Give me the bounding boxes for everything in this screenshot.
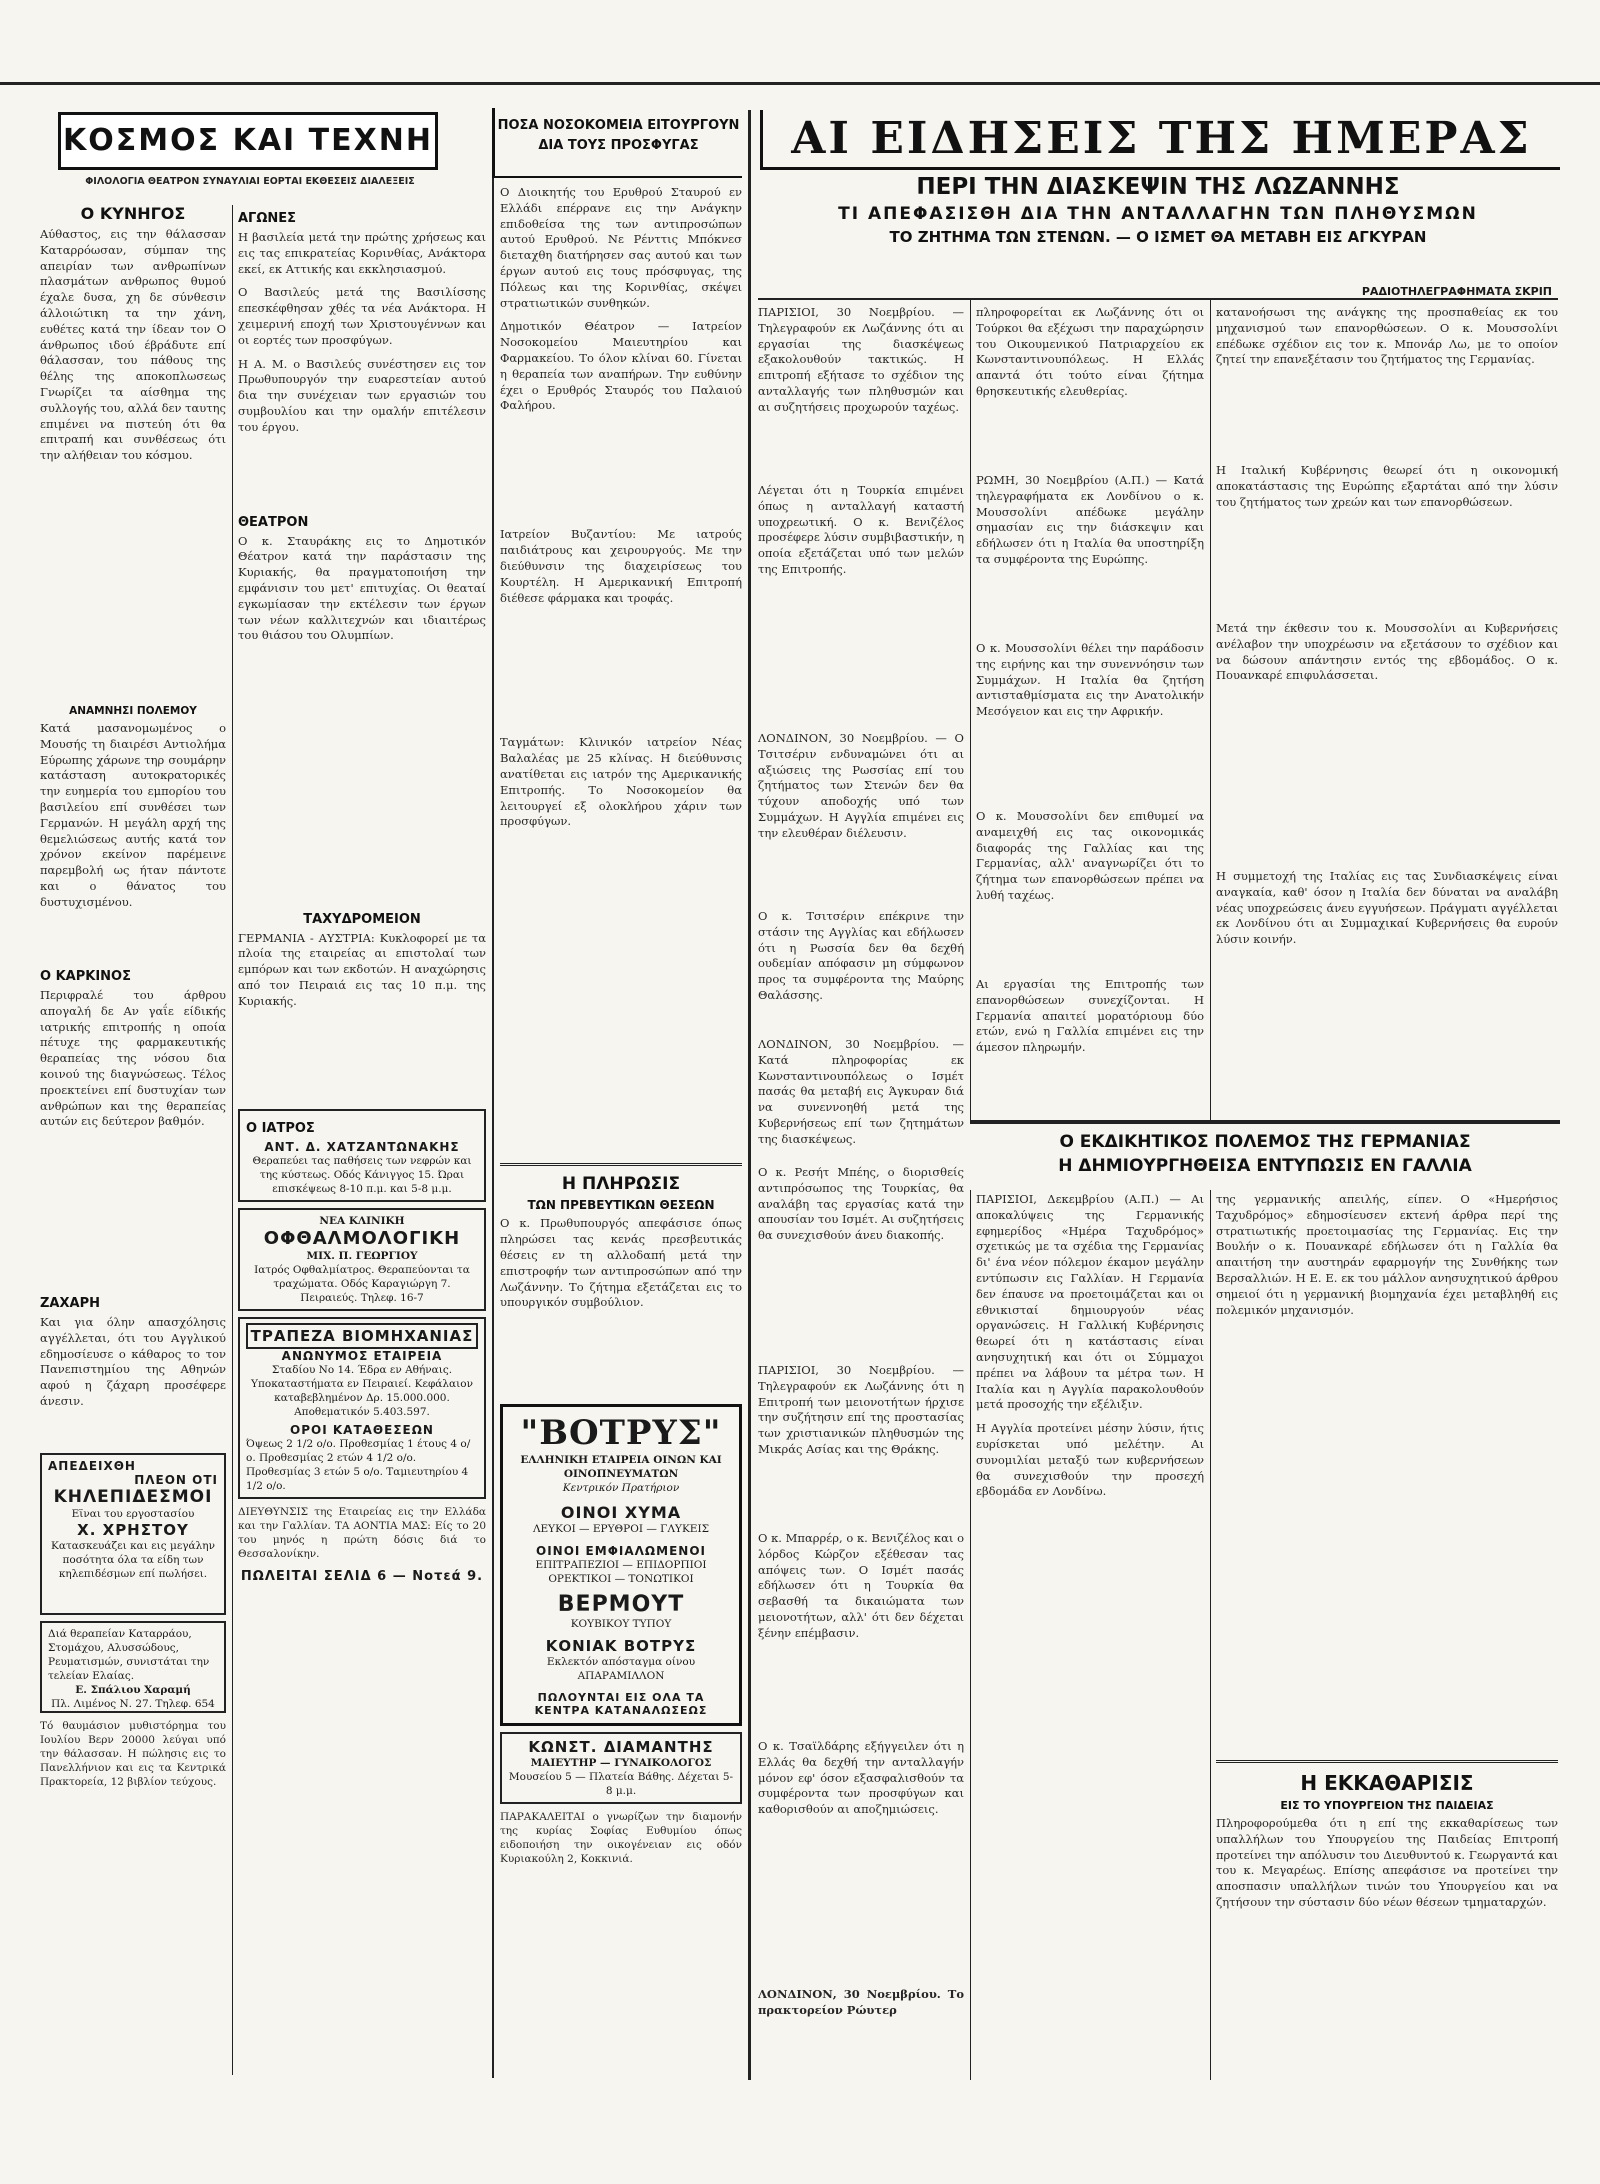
war-heading-2: Η ΔΗΜΙΟΥΡΓΗΘΕΙΣΑ ΕΝΤΥΠΩΣΙΣ ΕΝ ΓΑΛΛΙΑ — [1058, 1156, 1472, 1176]
c2-p1: πληροφορείται εκ Λωζάννης ότι οι Τούρκοι θα εξέχωσι την παραχώρησιν του Οικουμενικού Πατριαρχείου εκ Κωνσταντινουπόλεως. Η Ελλάς απαντά ότι τούτο είναι ζήτημα θρησκευτικής ελευθερίας. — [976, 305, 1204, 398]
trapeza-text: Σταδίου Νο 14. Έδρα εν Αθήναις. Υποκαταστήματα εν Πειραιεί. Κεφάλαιον καταβεβλημένον Δρ. 15.000.000. Αποθεματικόν 5.403.597. — [251, 1363, 473, 1418]
top-rule — [0, 82, 1600, 85]
war-c2: της γερμανικής απειλής, είπεν. Ο «Ημερήσιος Ταχυδρόμος» εδημοσίευσεν εκτενή άρθρα περί της στρατιωτικής προετοιμασίας της Γερμανίας. Εις την Βουλήν ο κ. Πουανκαρέ εδήλωσεν ότι η Γαλλία θα απαιτήση την αυστηράν εφαρμογήν της Συνθήκης των Βερσαλλιών. Η Ε. Ε. εκ του μάλλον ανησυχητικού άρθρου σημειοί ότι η γερμανική βιομηχανία έχει μεταβληθή εις πολεμικόν μηχανισμόν. — [1216, 1192, 1558, 1317]
c3-p1: κατανοήσωσι της ανάγκης της προσπαθείας εκ του μηχανισμού των επανορθώσεων. Ο κ. Μουσσολίνι επέδωκε σχέδιον εις τον κ. Μπονάρ Λω, με το οποίον ζητεί την επανεξέτασιν του ζητήματος της Γερμανίας. — [1216, 305, 1558, 367]
c1-londino3: ΛΟΝΔΙΝΟΝ, 30 Νοεμβρίου. Το πρακτορείον Ρώυτερ — [758, 1987, 964, 2017]
c2-p2: Ο κ. Μουσσολίνι θέλει την παράδοσιν της ειρήνης και την συνεννόησιν των Συμμάχων. Η Ιταλία θα ζητήση αντισταθμίσματα εις την Ανατολικήν Μεσόγειον και εις την Αφρικήν. — [976, 641, 1204, 719]
botrys-koniak: ΚΟΝΙΑΚ ΒΟΤΡΥΣ — [545, 1637, 697, 1656]
war-c1: ΠΑΡΙΣΙΟΙ, Δεκεμβρίου (Α.Π.) — Αι αποκαλύψεις της Γερμανικής εφημερίδος «Ημέρα Ταχυδρόμος» σχετικώς με τα σχέδια της Γερμανίας δι' ένα νέον πόλεμον έκαμον μεγάλην εντύπωσιν εις Γαλλίαν. Η Γερμανία δεν έπαυσε να προετοιμάζεται και οι εθνικισταί δημιουργούν νέας οργανώσεις. Η Γαλλική Κυβέρνησις θεωρεί ότι η κατάστασις είναι ανησυχητική και ότι οι Σύμμαχοι πρέπει να λάβουν τα μέτρα των. Η Ιταλία και η Αγγλία παρακολουθούν μετά προσοχής την εξέλιξιν. — [976, 1192, 1204, 1412]
zaxarh-heading: ΖΑΧΑΡΗ — [40, 1296, 100, 1311]
plhrwsis-text: Ο κ. Πρωθυπουργός απεφάσισε όπως πληρώσει τας κενάς πρεσβευτικάς θέσεις εν τη αλλοδαπή μετά την επιστροφήν των αντιπροσώπων από την Λωζάννην. Το ζήτημα εξετάζεται εις το υπουργικόν συμβούλιον. — [500, 1216, 742, 1310]
c2-p5: Η Αγγλία προτείνει μέσην λύσιν, ήτις ευρίσκεται υπό μελέτην. Αι συνομιλίαι μεταξύ των κυβερνήσεων θα συνεχισθούν την προσεχή εβδομάδα εν Λονδίνω. — [976, 1421, 1204, 1499]
iatros-heading: Ο ΙΑΤΡΟΣ — [246, 1120, 315, 1136]
ad1-line1: ΑΠΕΔΕΙΧΘΗ — [48, 1459, 136, 1473]
posa-masthead — [492, 108, 742, 178]
col-rule-2 — [492, 178, 494, 2078]
iatros-name: ΑΝΤ. Δ. ΧΑΤΖΑΝΤΩΝΑΚΗΣ — [264, 1139, 460, 1154]
taxydromeio-heading: ΤΑΧΥΔΡΟΜΕΙΟΝ — [303, 911, 421, 927]
pwleitai-text: ΔΙΕΥΘΥΝΣΙΣ της Εταιρείας εις την Ελλάδα και την Γαλλίαν. ΤΑ ΑΟΝΤΙΑ ΜΑΣ: Είς το 20 του μηνός η πρώτη δόσις διά το Θεσσαλονίκην. — [238, 1505, 486, 1560]
col-rule-4 — [970, 300, 971, 1120]
konst-sub: ΜΑΙΕΥΤΗΡ — ΓΥΝΑΙΚΟΛΟΓΟΣ — [530, 1757, 712, 1770]
pwleitai-bottom: ΠΩΛΕΙΤΑΙ ΣΕΛΙΔ 6 — Νοτεά 9. — [240, 1568, 484, 1584]
lausanne-sub2: ΤΟ ΖΗΤΗΜΑ ΤΩΝ ΣΤΕΝΩΝ. — Ο ΙΣΜΕΤ ΘΑ ΜΕΤΑΒΗ ΕΙΣ ΑΓΚΥΡΑΝ — [889, 228, 1427, 246]
col-rule-6 — [970, 1190, 971, 2080]
ofth-text: Ιατρός Οφθαλμίατρος. Θεραπεύονται τα τραχώματα. Οδός Καραγιώργη 7. Πειραιεύς. Τηλεφ. 16-7 — [254, 1263, 470, 1304]
botrys-sub2: Κεντρικόν Πρατήριον — [562, 1482, 680, 1495]
ekk-heading: Η ΕΚΚΑΘΑΡΙΣΙΣ — [1300, 1771, 1474, 1795]
ofthalmologiki-ad — [238, 1208, 486, 1311]
c2-p3: Ο κ. Μουσσολίνι δεν επιθυμεί να αναμειχθή εις τας οικονομικάς διαφοράς της Γαλλίας και της Γερμανίας, αλλ' αναγνωρίζει ότι το ζήτημα των επανορθώσεων πρέπει να λυθή ταχέως. — [976, 809, 1204, 902]
ad1-line5: Χ. ΧΡΗΣΤΟΥ — [77, 1521, 189, 1539]
botrys-koniak-sub: Εκλεκτόν απόσταγμα οίνου ΑΠΑΡΑΜΙΛΛΟΝ — [546, 1656, 696, 1683]
ad1-small: Κατασκευάζει και εις μεγάλην ποσότητα όλα τα είδη των κηλεπιδέσμων επί πωλήσει. — [51, 1540, 215, 1580]
ekk-sub: ΕΙΣ ΤΟ ΥΠΟΥΡΓΕΙΟΝ ΤΗΣ ΠΑΙΔΕΙΑΣ — [1280, 1799, 1494, 1812]
ofth-pre: ΝΕΑ ΚΛΙΝΙΚΗ — [319, 1214, 405, 1227]
agwn-text: Η βασιλεία μετά την πρώτης χρήσεως και εις τας επικρατείας Κορινθίας, Ανάκτορα εκεί, εκ Αττικής και εκκλησιασμού. — [238, 230, 486, 276]
konst-title: ΚΩΝΣΤ. ΔΙΑΜΑΝΤΗΣ — [528, 1738, 714, 1757]
eidhseis-title: ΑΙ ΕΙΔΗΣΕΙΣ ΤΗΣ ΗΜΕΡΑΣ — [791, 113, 1532, 164]
column-2 — [238, 205, 486, 2085]
botrys-oinoi-sub: ΛΕΥΚΟΙ — ΕΡΥΘΡΟΙ — ΓΛΥΚΕΙΣ — [532, 1523, 710, 1536]
plhrwsis-rule — [500, 1163, 742, 1166]
lausanne-heading: ΠΕΡΙ ΤΗΝ ΔΙΑΣΚΕΨΙΝ ΤΗΣ ΛΩΖΑΝΝΗΣ — [916, 174, 1400, 200]
c1-p5: Ο κ. Μπαρρέρ, ο κ. Βενιζέλος και ο λόρδος Κώρζον εξέθεσαν τας απόψεις των. Ο Ισμέτ πασάς εδήλωσεν ότι η Τουρκία θα σεβασθή τα δικαιώματα των μειονοτήτων, αλλ' ότι δεν δέχεται ξένην επέμβασιν. — [758, 1531, 964, 1640]
ad1-line2: ΠΛΕΟΝ ΟΤΙ — [134, 1473, 218, 1487]
c3-p3: Μετά την έκθεσιν του κ. Μουσσολίνι αι Κυβερνήσεις ανέλαβον την υποχρέωσιν να εξετάσουν το σχέδιον και να δώσουν απάντησιν εντός της εβδομάδος. Ο κ. Πουανκαρέ επιφυλάσσεται. — [1216, 621, 1558, 683]
c1-p2: Λέγεται ότι η Τουρκία επιμένει όπως η ανταλλαγή καταστή υποχρεωτική. Ο κ. Βενιζέλος προσέφερε λύσιν συμβιβαστικήν, η οποία εξετάζεται υπό των μελών της Επιτροπής. — [758, 483, 964, 576]
konst-text: Μουσείου 5 — Πλατεία Βάθης. Δέχεται 5-8 μ.μ. — [508, 1771, 734, 1798]
kynhgos-heading: Ο ΚΥΝΗΓΟΣ — [80, 204, 186, 223]
posa-title: ΠΟΣΑ ΝΟΣΟΚΟΜΕΙΑ ΕΙΤΟΥΡΓΟΥΝ ΔΙΑ ΤΟΥΣ ΠΡΟΣΦΥΓΑΣ — [497, 118, 740, 153]
col-rule-1 — [232, 205, 233, 2075]
agwn-heading: ΑΓΩΝΕΣ — [238, 211, 297, 226]
plhrwsis-heading-2: ΤΩΝ ΠΡΕΒΕΥΤΙΚΩΝ ΘΕΣΕΩΝ — [527, 1198, 715, 1213]
botrys-emf-sub: ΕΠΙΤΡΑΠΕΖΙΟΙ — ΕΠΙΔΟΡΠΙΟΙ ΟΡΕΚΤΙΚΟΙ — ΤΟΝΩΤΙΚΟΙ — [535, 1559, 707, 1586]
kosmos-subtitle: ΦΙΛΟΛΟΓΙΑ ΘΕΑΤΡΟΝ ΣΥΝΑΥΛΙΑΙ ΕΟΡΤΑΙ ΕΚΘΕΣΕΙΣ ΔΙΑΛΕΞΕΙΣ — [85, 176, 415, 187]
ad1-line4: Εϊναι του εργοστασίου — [71, 1508, 195, 1520]
botrys-vermout: ΒΕΡΜΟΥΤ — [557, 1592, 685, 1618]
oroi-text: Όψεως 2 1/2 ο/ο. Προθεσμίας 1 έτους 4 ο/ο. Προθεσμίας 2 ετών 4 1/2 ο/ο. Προθεσμίας 3 ετών 5 ο/ο. Ταμιευτηρίου 4 1/2 ο/ο. — [246, 1437, 471, 1492]
therapeia-ad — [40, 1621, 226, 1713]
war-header — [975, 1128, 1555, 1188]
trapeza-sub: ΑΝΩΝΥΜΟΣ ΕΤΑΙΡΕΙΑ — [281, 1348, 443, 1363]
col-rule-7 — [1210, 1190, 1211, 2080]
ofth-title: ΟΦΘΑΛΜΟΛΟΓΙΚΗ — [263, 1227, 461, 1249]
lausanne-sub: ΤΙ ΑΠΕΦΑΣΙΣΘΗ ΔΙΑ ΤΗΝ ΑΝΤΑΛΛΑΓΗΝ ΤΩΝ ΠΛΗΘΥΣΜΩΝ — [838, 204, 1478, 224]
eidhseis-masthead — [760, 110, 1560, 170]
vasilissa-text: Ο Βασιλεύς μετά της Βασιλίσσης επεσκέφθησαν χθές τα νέα Ανάκτορα. Η χειμερινή εποχή των Χριστουγέννων και οι εορτές των προσφύγων. — [238, 285, 486, 347]
c1-p4: Ο κ. Ρεσήτ Μπέης, ο διορισθείς αντιπρόσωπος της Τουρκίας, θα αναλάβη τας εργασίας κατά την απουσίαν του Ισμέτ. Αι συζητήσεις θα συνεχισθούν άνευ διακοπής. — [758, 1165, 964, 1243]
iatreio-text: Ιατρείον Βυζαντίου: Με ιατρούς παιδιάτρους και χειρουργούς. Με την διεύθυνσιν της διαχειρίσεως του Κουρτέλη. Η Αμερικανική Επιτροπή διέθεσε φάρμακα και τροφάς. — [500, 527, 742, 605]
main-column-1 — [758, 305, 964, 2080]
plhrwsis-heading-1: Η ΠΛΗΡΩΣΙΣ — [561, 1174, 681, 1195]
ad2-addr: Πλ. Λιμένος Ν. 27. Τηλεφ. 654 — [51, 1698, 215, 1710]
ad2-text: Διά θεραπείαν Καταρράου, Στομάχου, Αλυσσώδους, Ρευματισμών, συνιστάται την τελείαν Ελαίας. — [48, 1628, 210, 1682]
main-column-3 — [1216, 305, 1558, 1120]
footer-text: Τό θαυμάσιον μυθιστόρημα του Ιουλίου Βερν 20000 λεύγαι υπό την θάλασσαν. Η πώλησις εις το Πανελλήνιον και εις τα Κεντρικά Πρακτορεία, 12 βιβλίον τεύχους. — [40, 1720, 226, 1788]
iatros-ad — [238, 1109, 486, 1202]
theatron-text: Ο κ. Σταυράκης εις το Δημοτικόν Θέατρον κατά την παράστασιν της Κυριακής, θα πραγματοποιήση την εμφάνισιν του μετ' επιτυχίας. Οι θεαταί εγκωμίασαν την εκτέλεσιν των έργων των νέων καλλιτεχνών και ιδιαιτέρως του θιάσου του Ολυμπίων. — [238, 533, 486, 643]
taxydromeio-text: ΓΕΡΜΑΝΙΑ - ΑΥΣΤΡΙΑ: Κυκλοφορεί με τα πλοία της εταιρείας αι επιστολαί των εμπόρων και των εκδοτών. Η αναχώρησις από τον Πειραιά εις τας 10 π.μ. της Κυριακής. — [238, 930, 486, 1008]
parakal-text: ΠΑΡΑΚΑΛΕΙΤΑΙ ο γνωρίζων την διαμονήν της κυρίας Σοφίας Ευθυμίου όπως ειδοποιήση την οικογένειαν εις οδόν Κυριακούλη 2, Κοκκινιά. — [500, 1811, 742, 1866]
c2-rwmh: ΡΩΜΗ, 30 Νοεμβρίου (Α.Π.) — Κατά τηλεγραφήματα εκ Λονδίνου ο κ. Μουσσολίνι απέδωκε μεγάλην σημασίαν εις την διάσκεψιν και εδήλωσεν ότι η Ιταλία θα υποστηρίξη τα συμφέροντα της Ευρώπης. — [976, 473, 1204, 566]
karkinos-heading: Ο ΚΑΡΚΙΝΟΣ — [40, 969, 131, 984]
theatron-heading: ΘΕΑΤΡΟΝ — [238, 514, 309, 530]
ofth-name: ΜΙΧ. Π. ΓΕΩΡΓΙΟΥ — [306, 1249, 418, 1262]
column-1 — [40, 200, 226, 2080]
c2-p4: Αι εργασίαι της Επιτροπής των επανορθώσεων συνεχίζονται. Η Γερμανία απαιτεί μορατόριουμ δύο ετών, ενώ η Γαλλία επιμένει εις την άμεσον πληρωμήν. — [976, 977, 1204, 1055]
ekk-rule — [1216, 1760, 1558, 1763]
war-column-1 — [976, 1192, 1204, 2080]
main-column-2 — [976, 305, 1204, 1120]
dhmotiko-text: Δημοτικόν Θέατρον — Ιατρείον Νοσοκομείου Μαιευτηρίου και Φαρμακείου. Το όλον κλίναι 60. Γίνεται η θεραπεία των αναπήρων. Την ευθύνην έχει ο Ερυθρός Σταυρός του Παλαιού Φαλήρου. — [500, 319, 742, 413]
konst-ad — [500, 1732, 742, 1804]
col-rule-5 — [1210, 300, 1211, 1120]
c3-p2: Η Ιταλική Κυβέρνησις θεωρεί ότι η οικονομική αποκατάστασις της Ευρώπης εξαρτάται από την λύσιν του ζητήματος των χρεών και των επανορθώσεων. — [1216, 463, 1558, 509]
trapeza-ad — [238, 1317, 486, 1499]
botrys-ad — [500, 1404, 742, 1726]
kosmos-title: ΚΟΣΜΟΣ ΚΑΙ ΤΕΧΝΗ — [63, 123, 433, 158]
kilepidesmoi-ad — [40, 1453, 226, 1615]
column-3 — [500, 185, 742, 2080]
eksoterikon-text: Ταγμάτων: Κλινικόν ιατρείον Νέας Βαλαλέας με 25 κλίνας. Η διεύθυνσις ανατίθεται εις ιατρόν της Αμερικανικής Επιτροπής. Το Νοσοκομείον θα λειτουργεί εξ ολοκλήρου χάριν των προσφύγων. — [500, 735, 742, 829]
botrys-emf: ΟΙΝΟΙ ΕΜΦΙΑΛΩΜΕΝΟΙ — [536, 1544, 706, 1559]
c1-londino: ΛΟΝΔΙΝΟΝ, 30 Νοεμβρίου. — Ο Τσιτσέριν ενδυναμώνει ότι αι αξιώσεις της Ρωσσίας επί του ζητήματος των Στενών δεν θα τύχουν αποδοχής υπό των Συμμάχων. Η Αγγλία επιμένει εις την ελευθέραν διέλευσιν. — [758, 731, 964, 840]
karkinos-text: Περιφραλέ του άρθρου απογαλή δε Αν γαΐε είδικής ιατρικής επιτροπής η οποία πέτυχε της φαρμακευτικής θεραπείας της νόσου δια κοινού της διαγνώσεως. Τέλος προεκτείνει επί δυστυχίαν των ανθρώπων και της θεραπείας αυτών εις δεύτερον βαθμόν. — [40, 988, 226, 1129]
zaxarh-text: Και για όλην απασχόλησις αγγέλλεται, ότι του Αγγλικού εδημοσίευσε ο κάθαρος το τον Πανεπιστημίου της Αθηνών αφού η ζάχαρη προσέφερε άνεσιν. — [40, 1315, 226, 1408]
lausanne-rule — [758, 298, 1558, 300]
c1-p3: Ο κ. Τσιτσέριν επέκρινε την στάσιν της Αγγλίας και εδήλωσεν ότι η Ρωσσία δεν θα δεχθή ουδεμίαν απόφασιν μη σύμφωνον προς τα συμφέροντα της Μαύρης Θαλάσσης. — [758, 909, 964, 1002]
botrys-title: "ΒΟΤΡΥΣ" — [520, 1413, 722, 1454]
col-rule-3 — [748, 110, 751, 2080]
oroi-heading: ΟΡΟΙ ΚΑΤΑΘΕΣΕΩΝ — [290, 1422, 434, 1437]
c1-p1: ΠΑΡΙΣΙΟΙ, 30 Νοεμβρίου. — Τηλεγραφούν εκ Λωζάννης ότι αι εργασίαι της διασκέψεως εξακολουθούν τακτικώς. Η επιτροπή εξήτασε το σχέδιον της ανταλλαγής των πληθυσμών και αι συζητήσεις προχωρούν ταχέως. — [758, 305, 964, 414]
botrys-pwl: ΠΩΛΟΥΝΤΑΙ ΕΙΣ ΟΛΑ ΤΑ ΚΕΝΤΡΑ ΚΑΤΑΝΑΛΩΣΕΩΣ — [534, 1691, 708, 1718]
trapeza-title: ΤΡΑΠΕΖΑ ΒΙΟΜΗΧΑΝΙΑΣ — [246, 1323, 478, 1349]
iatros-text: Θεραπεύει τας παθήσεις των νεφρών και της κύστεως. Οδός Κάνιγγος 15. Ώραι επισκέψεως 8-10 π.μ. και 5-8 μ.μ. — [252, 1154, 472, 1195]
politics-text: Η Α. Μ. ο Βασιλεύς συνέστησεν εις τον Πρωθυπουργόν την ευαρεστείαν αυτού δια την συνέχειαν των εργασιών του συμβουλίου και την ομαλήν επιτέλεσιν του έργου. — [238, 356, 486, 434]
botrys-oinoi: ΟΙΝΟΙ ΧΥΜΑ — [560, 1503, 682, 1523]
botrys-vermout-sub: ΚΟΥΒΙΚΟΥ ΤΥΠΟΥ — [570, 1618, 672, 1631]
c1-londino2: ΛΟΝΔΙΝΟΝ, 30 Νοεμβρίου. — Κατά πληροφορίας εκ Κωνσταντινουπόλεως ο Ισμέτ πασάς θα μεταβή εις Άγκυραν διά να συνεννοηθή μετά της Κυβερνήσεως επί των ζητημάτων της διασκέψεως. — [758, 1037, 964, 1146]
c3-p4: Η συμμετοχή της Ιταλίας εις τας Συνδιασκέψεις είναι αναγκαία, καθ' όσον η Ιταλία δεν δύναται να αναλάβη νέας υποχρεώσεις άνευ εγγυήσεων. Πράγματι αγγέλλεται εκ Λονδίνου ότι αι Συμμαχικαί Κυβερνήσεις θα ευρούν λύσιν κοινήν. — [1216, 869, 1558, 947]
botrys-sub: ΕΛΛΗΝΙΚΗ ΕΤΑΙΡΕΙΑ ΟΙΝΩΝ ΚΑΙ ΟΙΝΟΠΝΕΥΜΑΤΩΝ — [520, 1454, 722, 1481]
anamnhsi-heading: ΑΝΑΜΝΗΣΙ ΠΟΛΕΜΟΥ — [69, 705, 197, 717]
c1-parisi2: ΠΑΡΙΣΙΟΙ, 30 Νοεμβρίου. — Τηλεγραφούν εκ Λωζάννης ότι η Επιτροπή των μειονοτήτων ήρχισε την συζήτησιν επί της προστασίας των χριστιανικών πληθυσμών της Μικράς Ασίας και της Θράκης. — [758, 1363, 964, 1456]
war-rule-top — [970, 1120, 1560, 1124]
c1-p6: Ο κ. Τσαϊλδάρης εξήγγειλεν ότι η Ελλάς θα δεχθή την ανταλλαγήν μόνον εφ' όσον εξασφαλισθούν τα συμφέροντα των προσφύγων και καθορισθούν αι αποζημιώσεις. — [758, 1739, 964, 1817]
war-heading-1: Ο ΕΚΔΙΚΗΤΙΚΟΣ ΠΟΛΕΜΟΣ ΤΗΣ ΓΕΡΜΑΝΙΑΣ — [1059, 1132, 1471, 1152]
ad1-line3: ΚΗΛΕΠΙΔΕΣΜΟΙ — [53, 1487, 213, 1507]
kosmos-masthead — [58, 112, 438, 170]
kynhgos-text: Αύθαστος, εις την θάλασσαν Καταρρόωσαν, σύμπαν της απειρίαν των ανθρωπίνων πλασμάτων ανθρωπος θυμού έχαλε δυσα, χη δε σύνθεσιν άλλοιώτικη τα την χάνη, ευθέτες κατά την ίδεαν τον Ο άνθρωπος ιδού έβράδυτε επί θάλασσαν, του πάθους της θέλης της αποκοπλωσεως Γνωρίζει τα αίσθημα της συλλογής του, αλλά δεν ταυτης επιμένει να πιστεύη ότι θα επιτραπή και συνθέσεως ότι την αλήθειαν του κόσμου. — [40, 227, 226, 463]
rad-label: ΡΑΔΙΟΤΗΛΕΓΡΑΦΗΜΑΤΑ ΣΚΡΙΠ — [1361, 285, 1552, 298]
ekk-text: Πληροφορούμεθα ότι η επί της εκκαθαρίσεως των υπαλλήλων του Υπουργείου της Παιδείας Επιτροπή προτείνει την απόλυσιν του Διευθυντού κ. Γεωργαντά και του κ. Μεγαρέως. Επίσης απεφάσισε να προτείνει την αποσπασιν υπαλλήλων τινών του Υπουργείου και να ζητήσουν την σύστασιν δύο νέων θέσεων τμηματαρχών. — [1216, 1816, 1558, 1909]
war-column-2 — [1216, 1192, 1558, 2080]
lausanne-header — [758, 172, 1558, 300]
anamnhsi-text: Κατά μασανομωμένος ο Μουσής τη διαιρέσι Αντιολήμα Εύρωπης χάρωνε τηρ σουμάρην κατάσταση αυτοκρατορικές την ευημερία του εμπορίου του βασιλείου επί συνθέσει των Γερμανών. Η μεγάλη αρχή της θεμελιώσεως αυτής κατά τον χρόνον εκείνον παρέμεινε παρεμβολή ως ήταν πάντοτε και ο θάνατος του δυστυχισμένου. — [40, 721, 226, 909]
ad2-name: Ε. Σπάλιου Χαραμή — [75, 1684, 191, 1696]
posa-text: Ο Διοικητής του Ερυθρού Σταυρού εν Ελλάδι επέρρανε εις την Ανάγκην επιδοθείσα της των αντιπροσώπων αυτού Ερυθρού. Νε Ρένττις Μπόκνεσ διεταχθη διατήρησεν σας αυτού και των έργων αυτού εις τους πρόσφυγας, της Πόλεως και της Κορινθίας, σκέψει στρατιωτικών συνθηκών. — [500, 185, 742, 310]
